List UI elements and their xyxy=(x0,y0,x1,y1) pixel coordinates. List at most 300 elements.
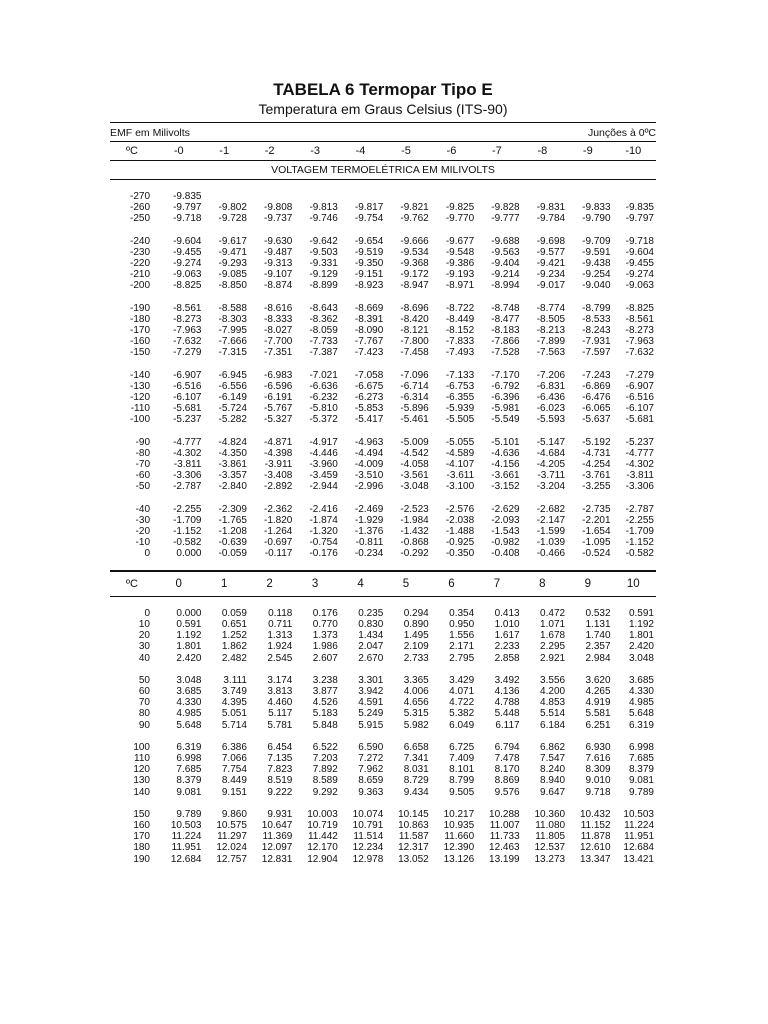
emf-value-cell: 1.556 xyxy=(449,630,475,642)
emf-value-cell: -2.147 xyxy=(536,514,566,526)
emf-value-cell: 3.749 xyxy=(221,685,247,697)
emf-value-cell: -6.273 xyxy=(354,392,384,404)
row-temperature-label: 60 xyxy=(138,685,150,697)
emf-value-cell: 2.670 xyxy=(358,652,384,664)
table-row xyxy=(110,653,656,664)
emf-value-cell: 10.288 xyxy=(489,808,520,820)
emf-value-cell: -7.632 xyxy=(173,336,202,348)
emf-value-cell: -4.731 xyxy=(582,447,611,459)
emf-value-cell: 3.111 xyxy=(223,674,247,686)
emf-value-cell: 10.503 xyxy=(623,808,654,820)
emf-value-cell: 11.369 xyxy=(262,831,293,843)
emf-value-cell: 3.365 xyxy=(403,674,429,686)
emf-value-cell: 10.575 xyxy=(216,819,247,831)
emf-value-cell: -9.709 xyxy=(582,235,611,247)
emf-value-cell: -9.666 xyxy=(400,235,429,247)
emf-value-cell: -9.455 xyxy=(625,258,654,270)
emf-value-cell: -3.911 xyxy=(264,459,293,471)
emf-value-cell: -8.333 xyxy=(264,313,293,325)
group-spacer xyxy=(110,180,656,192)
table-row xyxy=(110,481,656,492)
table-row xyxy=(110,842,656,853)
emf-value-cell: -2.682 xyxy=(536,503,566,515)
table-row xyxy=(110,675,656,686)
emf-value-cell: 12.978 xyxy=(352,853,384,865)
emf-value-cell: -9.350 xyxy=(354,258,384,270)
column-header-offset: 7 xyxy=(493,577,501,590)
emf-value-cell: 2.607 xyxy=(312,652,338,664)
emf-value-cell: -9.129 xyxy=(309,269,338,281)
emf-value-cell: -9.577 xyxy=(536,246,566,258)
group-spacer xyxy=(110,798,656,809)
emf-value-cell: -8.090 xyxy=(354,325,384,337)
emf-value-cell: -9.677 xyxy=(445,235,475,247)
emf-value-cell: 4.200 xyxy=(540,685,566,697)
emf-value-cell: 3.813 xyxy=(267,685,293,697)
emf-value-cell: -8.213 xyxy=(536,325,566,337)
emf-value-cell: -6.516 xyxy=(625,392,654,404)
emf-value-cell: -3.711 xyxy=(537,470,566,482)
emf-value-cell: 3.685 xyxy=(628,674,654,686)
emf-value-cell: 3.301 xyxy=(358,674,384,686)
emf-value-cell: 4.330 xyxy=(628,685,654,697)
emf-value-cell: -7.700 xyxy=(264,336,293,348)
row-temperature-label: -80 xyxy=(135,447,150,459)
table-row xyxy=(110,820,656,831)
emf-value-cell: 8.869 xyxy=(494,775,520,787)
emf-value-cell: 0.651 xyxy=(221,618,247,630)
emf-value-cell: 3.048 xyxy=(628,652,654,664)
emf-value-cell: 10.217 xyxy=(443,808,475,820)
emf-value-cell: 1.434 xyxy=(358,630,384,642)
emf-value-cell: 11.805 xyxy=(535,831,566,843)
emf-value-cell: 8.379 xyxy=(628,764,654,776)
group-spacer xyxy=(110,493,656,504)
emf-value-cell: 6.522 xyxy=(312,741,338,753)
emf-value-cell: 1.131 xyxy=(585,618,611,630)
emf-value-cell: 1.373 xyxy=(312,630,338,642)
emf-value-cell: 6.658 xyxy=(403,741,429,753)
emf-value-cell: 2.733 xyxy=(403,652,429,664)
table-row xyxy=(110,213,656,224)
emf-value-cell: -8.947 xyxy=(400,280,429,292)
emf-value-cell: -7.995 xyxy=(218,325,247,337)
table-row xyxy=(110,236,656,247)
emf-value-cell: -4.636 xyxy=(491,447,520,459)
emf-value-cell: 0.830 xyxy=(358,618,384,630)
emf-value-cell: -7.493 xyxy=(445,347,475,359)
emf-value-cell: -7.351 xyxy=(264,347,293,359)
emf-value-cell: -1.765 xyxy=(218,514,247,526)
emf-value-cell: 3.620 xyxy=(585,674,611,686)
emf-value-cell: -7.279 xyxy=(625,369,654,381)
group-spacer xyxy=(110,225,656,236)
emf-value-cell: 6.998 xyxy=(176,752,202,764)
emf-value-cell: 4.526 xyxy=(312,697,338,709)
emf-value-cell: -6.983 xyxy=(264,369,293,381)
table-row xyxy=(110,347,656,358)
emf-value-cell: -9.017 xyxy=(536,280,566,292)
emf-value-cell: -1.152 xyxy=(625,537,654,549)
table-row xyxy=(110,448,656,459)
emf-value-cell: -7.133 xyxy=(445,369,475,381)
emf-value-cell: -9.519 xyxy=(354,246,384,258)
emf-value-cell: -6.023 xyxy=(536,403,566,415)
emf-value-cell xyxy=(247,191,292,202)
emf-value-cell: -2.996 xyxy=(354,481,384,493)
emf-value-cell: 1.313 xyxy=(267,630,293,642)
emf-value-cell: -1.929 xyxy=(354,514,384,526)
emf-value-cell: 8.379 xyxy=(176,775,202,787)
emf-value-cell: 7.616 xyxy=(585,752,611,764)
emf-value-cell: -5.417 xyxy=(354,414,384,426)
emf-value-cell: 6.319 xyxy=(176,741,202,753)
emf-value-cell: 1.071 xyxy=(540,618,566,630)
table-row xyxy=(110,414,656,425)
emf-value-cell: -4.156 xyxy=(491,459,520,471)
table-row xyxy=(110,831,656,842)
emf-value-cell: -1.984 xyxy=(400,514,429,526)
positive-header-row xyxy=(110,571,656,597)
emf-value-cell: 3.238 xyxy=(312,674,338,686)
emf-value-cell: 1.010 xyxy=(494,618,520,630)
table-row xyxy=(110,619,656,630)
emf-value-cell xyxy=(474,191,519,202)
emf-value-cell: -2.523 xyxy=(400,503,429,515)
emf-value-cell: -2.735 xyxy=(582,503,611,515)
emf-value-cell: -6.396 xyxy=(491,392,520,404)
emf-value-cell: -4.871 xyxy=(264,436,293,448)
emf-value-cell: 10.647 xyxy=(261,819,293,831)
emf-value-cell: -7.931 xyxy=(582,336,611,348)
emf-value-cell: 5.051 xyxy=(221,708,247,720)
emf-value-cell: -8.850 xyxy=(218,280,247,292)
row-temperature-label: 90 xyxy=(138,719,150,731)
emf-value-cell: -9.617 xyxy=(218,235,247,247)
emf-value-cell: 6.386 xyxy=(221,741,247,753)
emf-value-cell: -9.063 xyxy=(173,269,202,281)
emf-value-cell: -9.835 xyxy=(173,191,202,202)
emf-value-cell: 4.071 xyxy=(449,685,475,697)
emf-value-cell: -1.039 xyxy=(536,537,566,549)
emf-value-cell: 7.135 xyxy=(267,752,293,764)
emf-value-cell: -7.423 xyxy=(354,347,384,359)
emf-value-cell: -2.892 xyxy=(264,481,293,493)
emf-value-cell: 9.505 xyxy=(449,786,475,798)
emf-value-cell: -4.684 xyxy=(536,447,566,459)
column-header-offset: 4 xyxy=(357,577,364,590)
emf-value-cell: 3.174 xyxy=(267,674,293,686)
emf-value-cell: -6.792 xyxy=(491,380,520,392)
emf-value-cell: -6.355 xyxy=(445,392,475,404)
emf-value-cell: -5.282 xyxy=(218,414,247,426)
emf-value-cell: -5.327 xyxy=(264,414,293,426)
emf-value-cell: -9.234 xyxy=(536,269,566,281)
emf-value-cell: -9.487 xyxy=(264,246,293,258)
emf-value-cell: 5.648 xyxy=(628,708,654,720)
row-temperature-label: -200 xyxy=(129,280,150,292)
emf-value-cell: -4.589 xyxy=(445,447,475,459)
emf-value-cell: -5.147 xyxy=(536,436,566,448)
column-header-offset: 10 xyxy=(626,577,640,590)
emf-value-cell: 3.685 xyxy=(176,685,202,697)
emf-value-cell: -0.982 xyxy=(491,537,520,549)
emf-value-cell: -6.065 xyxy=(582,403,611,415)
emf-value-cell: 12.317 xyxy=(398,842,429,854)
column-header-offset: -9 xyxy=(582,145,593,157)
emf-value-cell: 12.831 xyxy=(261,853,293,865)
emf-value-cell: -9.386 xyxy=(445,258,475,270)
emf-value-cell: 4.722 xyxy=(449,697,475,709)
emf-value-cell: 1.924 xyxy=(267,641,293,653)
emf-value-cell: 6.998 xyxy=(628,741,654,753)
emf-value-cell: -9.777 xyxy=(491,213,520,225)
emf-value-cell: 8.589 xyxy=(312,775,338,787)
row-temperature-label: -220 xyxy=(129,258,150,270)
emf-value-cell: 10.074 xyxy=(352,808,384,820)
row-temperature-label: -60 xyxy=(135,470,150,482)
emf-value-cell: 10.003 xyxy=(307,808,338,820)
emf-value-cell: -5.055 xyxy=(445,436,475,448)
emf-value-cell: -2.362 xyxy=(264,503,293,515)
emf-value-cell: -6.636 xyxy=(309,380,338,392)
emf-value-cell: 5.448 xyxy=(494,708,520,720)
emf-value-cell: -1.264 xyxy=(264,526,293,538)
column-header-temperature: ºC xyxy=(126,145,138,157)
table-row xyxy=(110,742,656,753)
emf-value-cell: -5.637 xyxy=(582,414,611,426)
emf-value-cell: 6.251 xyxy=(585,719,611,731)
table-row xyxy=(110,381,656,392)
table-row xyxy=(110,641,656,652)
table-row xyxy=(110,437,656,448)
row-temperature-label: 140 xyxy=(133,786,150,798)
emf-value-cell: -1.709 xyxy=(625,526,654,538)
emf-value-cell: 5.382 xyxy=(449,708,475,720)
emf-value-cell: -4.917 xyxy=(309,436,338,448)
emf-value-cell: 7.685 xyxy=(628,752,654,764)
emf-value-cell: -5.981 xyxy=(491,403,520,415)
column-header-temperature: ºC xyxy=(126,577,138,590)
emf-value-cell: -4.205 xyxy=(536,459,566,471)
emf-value-cell: 2.482 xyxy=(221,652,247,664)
emf-value-cell: -7.597 xyxy=(582,347,611,359)
column-header-offset: -4 xyxy=(355,145,366,157)
emf-value-cell xyxy=(201,191,246,202)
emf-value-cell: -8.273 xyxy=(173,313,202,325)
emf-value-cell: 0.235 xyxy=(358,607,384,619)
emf-value-cell: -3.510 xyxy=(354,470,384,482)
emf-value-cell: -4.777 xyxy=(173,436,202,448)
emf-value-cell: -8.059 xyxy=(309,325,338,337)
emf-value-cell: -3.561 xyxy=(400,470,429,482)
row-temperature-label: 50 xyxy=(138,674,150,686)
emf-value-cell: -3.306 xyxy=(625,481,654,493)
emf-value-cell: -8.588 xyxy=(218,302,247,314)
row-temperature-label: 80 xyxy=(138,708,150,720)
emf-value-cell: 3.942 xyxy=(358,685,384,697)
emf-value-cell: 12.757 xyxy=(216,853,247,865)
emf-value-cell: -9.085 xyxy=(218,269,247,281)
emf-value-cell: 2.357 xyxy=(585,641,611,653)
table-row xyxy=(110,526,656,537)
emf-value-cell: -8.121 xyxy=(400,325,429,337)
emf-value-cell: -9.604 xyxy=(173,235,202,247)
column-header-offset: -8 xyxy=(537,145,548,157)
row-temperature-label: -240 xyxy=(129,235,150,247)
emf-value-cell: -4.058 xyxy=(400,459,429,471)
emf-value-cell: 4.788 xyxy=(494,697,520,709)
row-temperature-label: 70 xyxy=(138,697,150,709)
emf-value-cell: -0.868 xyxy=(400,537,429,549)
emf-value-cell: -8.362 xyxy=(309,313,338,325)
row-temperature-label: -210 xyxy=(129,269,150,281)
emf-value-cell: -7.315 xyxy=(218,347,247,359)
emf-value-cell: 5.514 xyxy=(540,708,566,720)
emf-value-cell: -9.642 xyxy=(309,235,338,247)
emf-value-cell: -4.446 xyxy=(309,447,338,459)
emf-value-cell: -8.971 xyxy=(445,280,475,292)
row-temperature-label: -190 xyxy=(129,302,150,314)
emf-value-cell: 7.409 xyxy=(449,752,475,764)
group-spacer xyxy=(110,664,656,675)
table-row xyxy=(110,515,656,526)
emf-value-cell: -8.533 xyxy=(582,313,611,325)
column-header-offset: -3 xyxy=(310,145,320,157)
emf-value-cell xyxy=(429,191,474,202)
emf-value-cell: 7.754 xyxy=(221,764,247,776)
emf-value-cell: -8.243 xyxy=(582,325,611,337)
emf-value-cell: 11.224 xyxy=(171,831,202,843)
emf-value-cell: 12.170 xyxy=(307,842,338,854)
emf-value-cell: 7.478 xyxy=(494,752,520,764)
row-temperature-label: -180 xyxy=(129,313,150,325)
emf-value-cell: -6.753 xyxy=(445,380,475,392)
emf-value-cell: 13.199 xyxy=(489,853,520,865)
emf-value-cell: -0.059 xyxy=(218,548,247,560)
emf-value-cell: -1.095 xyxy=(582,537,611,549)
emf-value-cell xyxy=(565,191,610,202)
group-spacer xyxy=(110,596,656,608)
emf-value-cell: -9.503 xyxy=(309,246,338,258)
emf-value-cell: -8.825 xyxy=(173,280,202,292)
emf-value-cell: 10.935 xyxy=(443,819,475,831)
emf-value-cell: -9.754 xyxy=(354,213,384,225)
emf-value-cell: -8.391 xyxy=(354,313,384,325)
positive-temperature-table xyxy=(110,570,656,865)
emf-value-cell: -3.255 xyxy=(582,481,611,493)
emf-value-cell: 11.514 xyxy=(353,831,384,843)
emf-value-cell: 6.590 xyxy=(358,741,384,753)
emf-value-cell: 5.581 xyxy=(585,708,611,720)
emf-value-cell: -0.754 xyxy=(309,537,338,549)
emf-value-cell: -4.824 xyxy=(218,436,247,448)
row-temperature-label: 190 xyxy=(133,853,150,865)
emf-value-cell xyxy=(383,191,428,202)
row-temperature-label: -30 xyxy=(135,514,150,526)
emf-value-cell: 4.919 xyxy=(585,697,611,709)
emf-value-cell: -9.274 xyxy=(625,269,654,281)
emf-value-cell: 1.678 xyxy=(540,630,566,642)
row-temperature-label: -160 xyxy=(129,336,150,348)
emf-value-cell: 8.940 xyxy=(540,775,566,787)
emf-value-cell: -6.675 xyxy=(354,380,384,392)
negative-header-row xyxy=(110,142,656,161)
emf-value-cell: -5.767 xyxy=(264,403,293,415)
emf-value-cell: -3.100 xyxy=(445,481,475,493)
emf-value-cell: -9.835 xyxy=(625,202,654,214)
emf-value-cell: -8.477 xyxy=(491,313,520,325)
emf-value-cell: -9.825 xyxy=(445,202,475,214)
emf-value-cell: -1.599 xyxy=(536,526,566,538)
emf-value-cell: -7.963 xyxy=(625,336,654,348)
emf-value-cell: -2.255 xyxy=(173,503,202,515)
table-row xyxy=(110,336,656,347)
emf-value-cell xyxy=(292,191,337,202)
emf-value-cell xyxy=(611,191,656,202)
emf-value-cell: 1.862 xyxy=(221,641,247,653)
emf-value-cell: 4.330 xyxy=(176,697,202,709)
emf-value-cell: -7.170 xyxy=(491,369,520,381)
emf-value-cell: 0.711 xyxy=(268,618,293,630)
emf-value-cell: 9.718 xyxy=(585,786,611,798)
emf-value-cell: -9.331 xyxy=(309,258,338,270)
emf-value-cell: -9.421 xyxy=(536,258,566,270)
emf-value-cell: -7.800 xyxy=(400,336,429,348)
emf-value-cell: -9.471 xyxy=(218,246,247,258)
emf-value-cell: -0.582 xyxy=(173,537,202,549)
table-row xyxy=(110,548,656,559)
emf-value-cell: 0.770 xyxy=(312,618,338,630)
emf-value-cell: 12.904 xyxy=(307,853,338,865)
table-row xyxy=(110,202,656,213)
row-temperature-label: -130 xyxy=(129,380,150,392)
emf-value-cell: 4.853 xyxy=(540,697,566,709)
emf-value-cell: -8.825 xyxy=(625,302,654,314)
emf-value-cell: -2.576 xyxy=(445,503,475,515)
emf-value-cell: -4.302 xyxy=(625,459,654,471)
column-header-offset: -6 xyxy=(446,145,457,157)
emf-value-cell: -7.096 xyxy=(400,369,429,381)
row-temperature-label: 180 xyxy=(133,842,150,854)
emf-value-cell: 10.719 xyxy=(307,819,338,831)
emf-value-cell: -3.611 xyxy=(446,470,475,482)
emf-value-cell: -4.494 xyxy=(354,447,384,459)
emf-value-cell: 1.617 xyxy=(494,630,520,642)
emf-value-cell: -1.432 xyxy=(400,526,429,538)
emf-value-cell: -5.237 xyxy=(173,414,202,426)
emf-value-cell: -6.232 xyxy=(309,392,338,404)
emf-value-cell: 9.576 xyxy=(494,786,520,798)
emf-value-cell: -0.811 xyxy=(355,537,384,549)
emf-value-cell: 11.224 xyxy=(624,819,654,831)
emf-value-cell: -5.896 xyxy=(400,403,429,415)
emf-value-cell: -5.853 xyxy=(354,403,384,415)
row-temperature-label: -20 xyxy=(135,526,150,538)
emf-value-cell: 7.962 xyxy=(358,764,384,776)
emf-value-cell: -2.629 xyxy=(491,503,520,515)
emf-unit-label: EMF em Milivolts xyxy=(110,127,190,139)
emf-value-cell: -7.206 xyxy=(536,369,566,381)
emf-value-cell: -5.810 xyxy=(309,403,338,415)
emf-value-cell: 9.081 xyxy=(176,786,202,798)
emf-value-cell: 0.354 xyxy=(449,607,475,619)
emf-value-cell: -9.293 xyxy=(218,258,247,270)
emf-value-cell: 8.659 xyxy=(358,775,384,787)
table-row xyxy=(110,787,656,798)
emf-value-cell: -6.869 xyxy=(582,380,611,392)
emf-value-cell: -2.787 xyxy=(625,503,654,515)
